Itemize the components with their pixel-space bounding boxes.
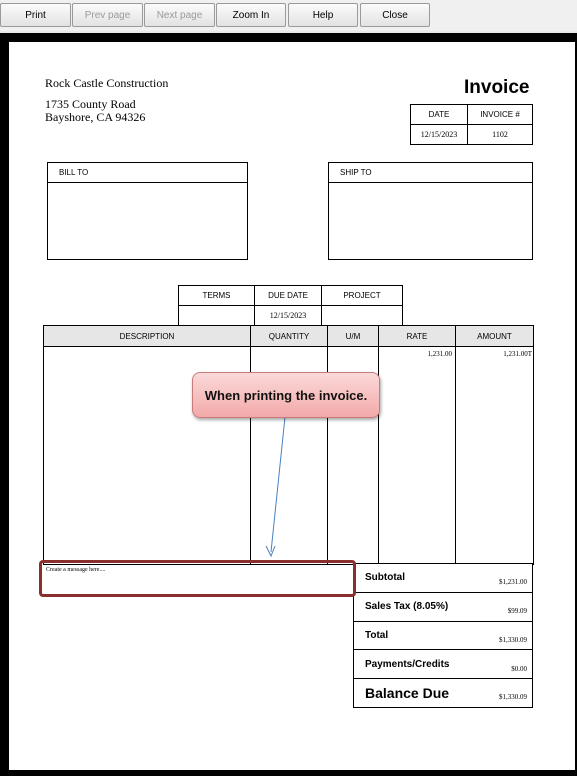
rate-header: RATE xyxy=(406,332,428,341)
next-page-button[interactable]: Next page xyxy=(144,3,215,27)
prev-page-button[interactable]: Prev page xyxy=(72,3,143,27)
company-address-line2: Bayshore, CA 94326 xyxy=(45,110,146,124)
date-label: DATE xyxy=(428,110,450,119)
annotation-callout: When printing the invoice. xyxy=(192,372,380,418)
customer-message-field[interactable]: Create a message here.... xyxy=(46,567,106,573)
company-name: Rock Castle Construction xyxy=(45,76,169,90)
zoom-in-button[interactable]: Zoom In xyxy=(216,3,286,27)
invoice-title: Invoice xyxy=(464,77,530,98)
sales-tax-value: $99.09 xyxy=(507,607,527,615)
line-item-rate: 1,231.00 xyxy=(427,350,452,358)
um-header: U/M xyxy=(345,332,361,341)
print-button[interactable]: Print xyxy=(0,3,71,27)
invoice-date: 12/15/2023 xyxy=(420,130,458,139)
help-button[interactable]: Help xyxy=(288,3,358,27)
company-address-line1: 1735 County Road xyxy=(45,97,136,111)
due-date-label: DUE DATE xyxy=(268,291,308,300)
subtotal-label: Subtotal xyxy=(365,572,405,583)
project-label: PROJECT xyxy=(343,291,381,300)
balance-due-value: $1,330.09 xyxy=(499,693,527,701)
bill-to-label: BILL TO xyxy=(59,168,89,177)
due-date-value: 12/15/2023 xyxy=(269,311,307,320)
balance-due-label: Balance Due xyxy=(365,685,450,701)
total-label: Total xyxy=(365,630,389,641)
ship-to-label: SHIP TO xyxy=(340,168,372,177)
amount-header: AMOUNT xyxy=(477,332,512,341)
terms-label: TERMS xyxy=(202,291,231,300)
description-header: DESCRIPTION xyxy=(119,332,175,341)
sales-tax-label: Sales Tax (8.05%) xyxy=(365,601,449,612)
subtotal-value: $1,231.00 xyxy=(499,578,527,586)
invoice-number: 1102 xyxy=(492,130,508,139)
invoice-number-label: INVOICE # xyxy=(480,110,520,119)
quantity-header: QUANTITY xyxy=(268,332,310,341)
total-value: $1,330.09 xyxy=(499,636,527,644)
payments-credits-value: $0.00 xyxy=(511,665,527,673)
close-button[interactable]: Close xyxy=(360,3,430,27)
payments-credits-label: Payments/Credits xyxy=(365,659,450,670)
line-item-amount: 1,231.00T xyxy=(503,350,532,358)
